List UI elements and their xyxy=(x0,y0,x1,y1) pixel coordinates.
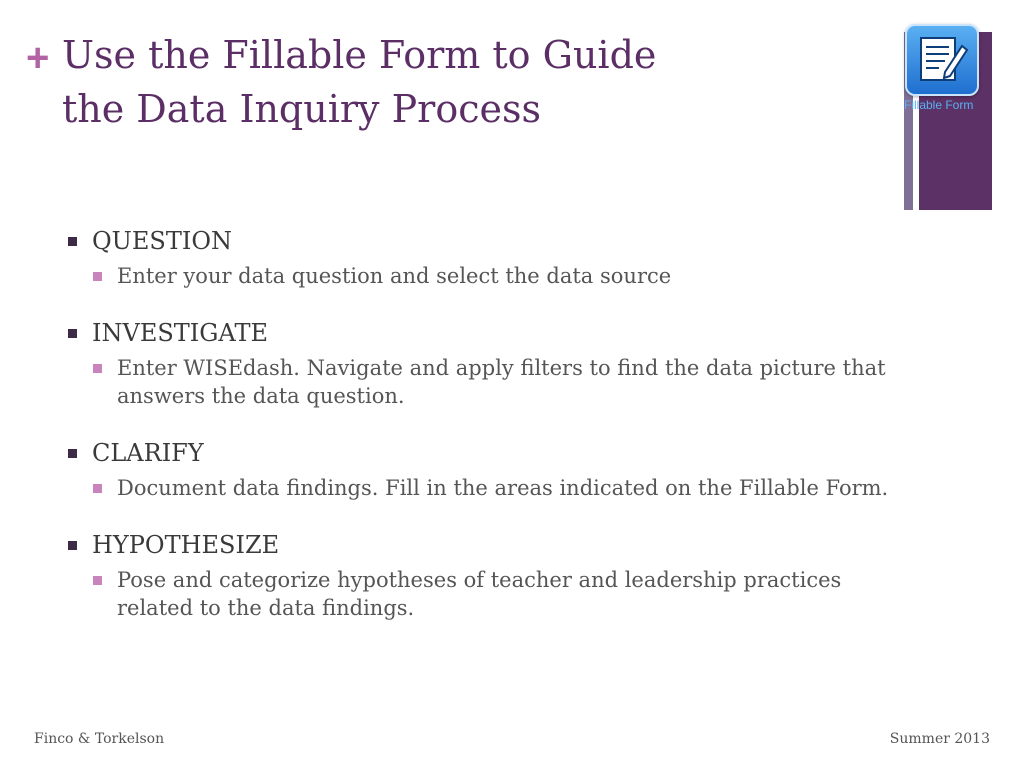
bullet-heading: QUESTION xyxy=(68,226,918,256)
bullet-list xyxy=(68,226,918,622)
list-item-question xyxy=(68,226,918,290)
bullet-detail: Enter your data question and select the data source xyxy=(93,262,918,290)
bullet-heading: CLARIFY xyxy=(68,438,918,468)
bullet-detail: Pose and categorize hypotheses of teacher and leadership practices related to the data findings. xyxy=(93,566,918,622)
list-item-investigate xyxy=(68,318,918,410)
form-pencil-icon xyxy=(915,32,969,88)
bullet-heading: INVESTIGATE xyxy=(68,318,918,348)
footer-author: Finco & Torkelson xyxy=(34,731,165,747)
bullet-detail: Enter WISEdash. Navigate and apply filters to find the data picture that answers the data question. xyxy=(93,354,918,410)
bullet-heading: HYPOTHESIZE xyxy=(68,530,918,560)
fillable-form-icon[interactable] xyxy=(905,24,979,96)
footer-date: Summer 2013 xyxy=(889,731,990,747)
list-item-clarify xyxy=(68,438,918,502)
fillable-form-caption[interactable]: Fillable Form xyxy=(904,98,974,112)
title-line-2: the Data Inquiry Process xyxy=(62,87,541,131)
slide-title xyxy=(62,28,656,136)
list-item-hypothesize xyxy=(68,530,918,622)
title-line-1: Use the Fillable Form to Guide xyxy=(62,33,657,77)
bullet-detail: Document data findings. Fill in the areas indicated on the Fillable Form. xyxy=(93,474,918,502)
plus-icon: + xyxy=(26,36,50,80)
